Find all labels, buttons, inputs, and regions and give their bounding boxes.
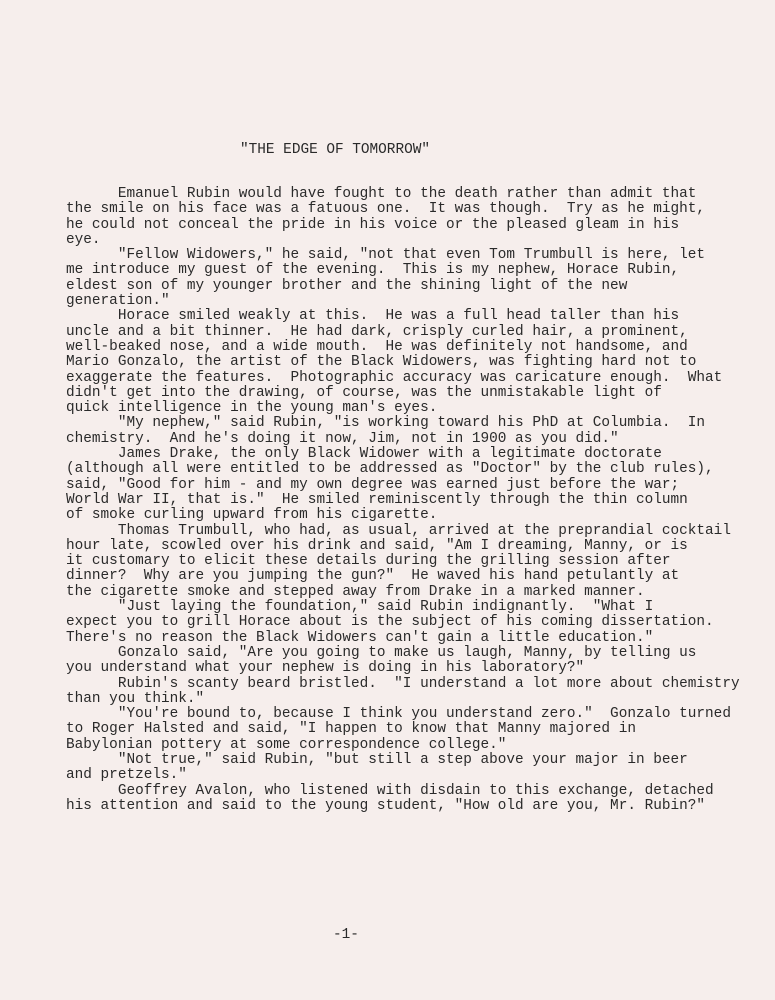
text-line: Geoffrey Avalon, who listened with disdain to this exchange, detached xyxy=(66,782,714,799)
text-line: and pretzels." xyxy=(66,767,187,784)
text-line: the cigarette smoke and stepped away from Drake in a marked manner. xyxy=(66,583,645,600)
text-line: to Roger Halsted and said, "I happen to know that Manny majored in xyxy=(66,721,636,738)
text-line: Rubin's scanty beard bristled. "I understand a lot more about chemistry xyxy=(66,675,740,692)
text-line: the smile on his face was a fatuous one. It was though. Try as he might, xyxy=(66,201,706,218)
text-line: quick intelligence in the young man's eyes. xyxy=(66,400,438,417)
text-line: "You're bound to, because I think you understand zero." Gonzalo turned xyxy=(66,706,731,723)
text-line: he could not conceal the pride in his voice or the pleased gleam in his xyxy=(66,216,680,233)
text-line: "My nephew," said Rubin, "is working toward his PhD at Columbia. In xyxy=(66,415,706,432)
text-line: "Just laying the foundation," said Rubin indignantly. "What I xyxy=(66,599,654,616)
text-line: generation." xyxy=(66,293,170,310)
text-line: Mario Gonzalo, the artist of the Black Widowers, was fighting hard not to xyxy=(66,354,697,371)
text-line: James Drake, the only Black Widower with a legitimate doctorate xyxy=(66,446,662,463)
text-line: than you think." xyxy=(66,690,205,707)
text-line: well-beaked nose, and a wide mouth. He was definitely not handsome, and xyxy=(66,338,688,355)
text-line: of smoke curling upward from his cigarette. xyxy=(66,507,438,524)
text-line: Horace smiled weakly at this. He was a full head taller than his xyxy=(66,308,680,325)
text-line: exaggerate the features. Photographic accuracy was caricature enough. What xyxy=(66,369,723,386)
text-line: it customary to elicit these details during the grilling session after xyxy=(66,553,671,570)
page-number: -1- xyxy=(333,927,359,943)
text-line: his attention and said to the young student, "How old are you, Mr. Rubin?" xyxy=(66,797,706,814)
text-line: hour late, scowled over his drink and said, "Am I dreaming, Manny, or is xyxy=(66,537,688,554)
text-line: you understand what your nephew is doing in his laboratory?" xyxy=(66,660,585,677)
story-body xyxy=(66,187,775,814)
story-title: "THE EDGE OF TOMORROW" xyxy=(240,142,430,158)
text-line: Babylonian pottery at some correspondence college." xyxy=(66,736,507,753)
text-line: World War II, that is." He smiled reminiscently through the thin column xyxy=(66,491,688,508)
text-line: "Fellow Widowers," he said, "not that even Tom Trumbull is here, let xyxy=(66,247,706,264)
text-line: eye. xyxy=(66,231,101,248)
text-line: Thomas Trumbull, who had, as usual, arrived at the preprandial cocktail xyxy=(66,522,731,539)
text-line: expect you to grill Horace about is the subject of his coming dissertation. xyxy=(66,614,714,631)
text-line: There's no reason the Black Widowers can't gain a little education." xyxy=(66,629,654,646)
text-line: "Not true," said Rubin, "but still a step above your major in beer xyxy=(66,751,688,768)
text-line: me introduce my guest of the evening. This is my nephew, Horace Rubin, xyxy=(66,262,680,279)
text-line: said, "Good for him - and my own degree was earned just before the war; xyxy=(66,476,680,493)
text-line: uncle and a bit thinner. He had dark, crisply curled hair, a prominent, xyxy=(66,323,688,340)
text-line: (although all were entitled to be addressed as "Doctor" by the club rules), xyxy=(66,461,714,478)
text-line: Gonzalo said, "Are you going to make us laugh, Manny, by telling us xyxy=(66,644,697,661)
text-line: dinner? Why are you jumping the gun?" He waved his hand petulantly at xyxy=(66,568,680,585)
text-line: Emanuel Rubin would have fought to the death rather than admit that xyxy=(66,186,697,202)
text-line: didn't get into the drawing, of course, was the unmistakable light of xyxy=(66,384,662,401)
text-line: eldest son of my younger brother and the shining light of the new xyxy=(66,277,628,294)
text-line: chemistry. And he's doing it now, Jim, not in 1900 as you did." xyxy=(66,430,619,447)
